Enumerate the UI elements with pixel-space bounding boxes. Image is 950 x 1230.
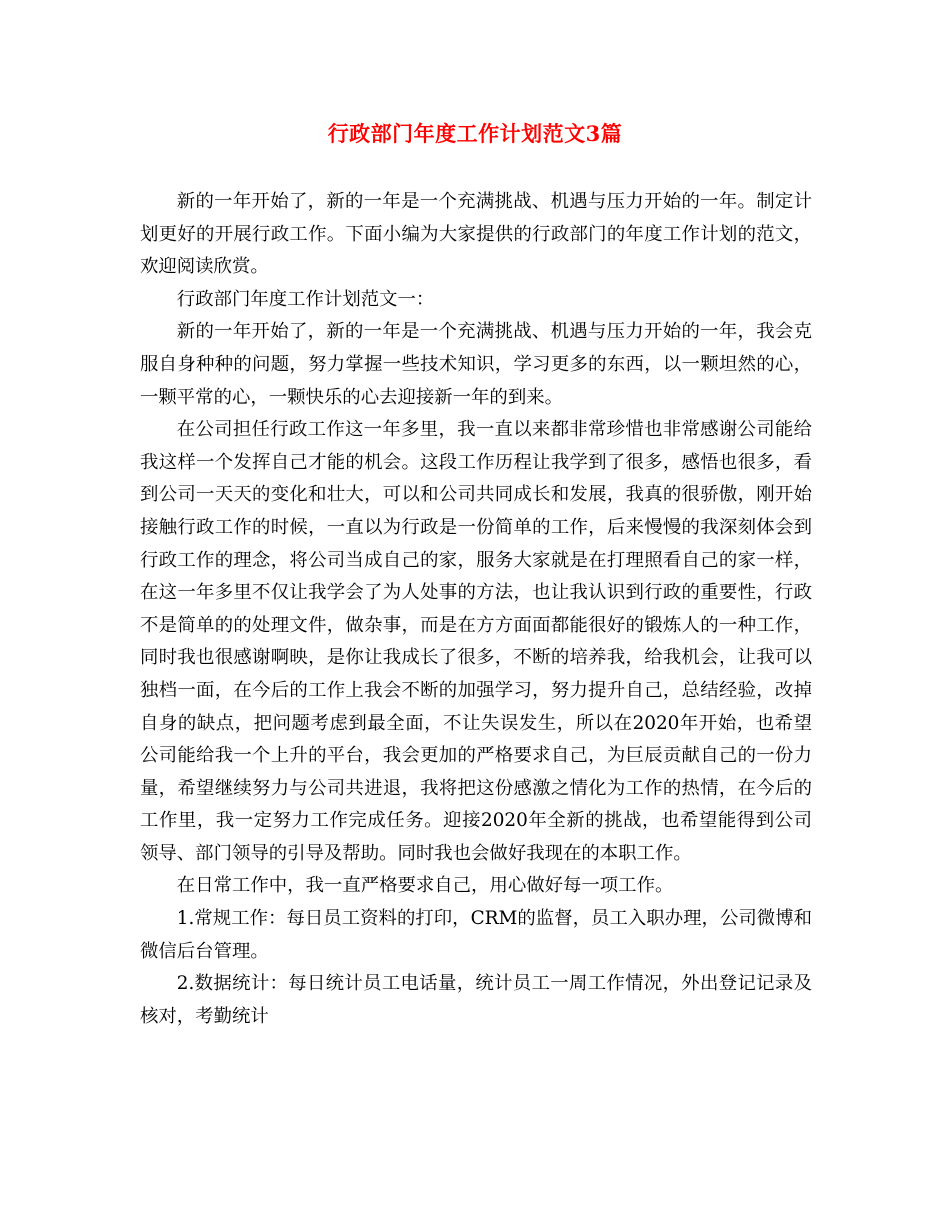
document-title: 行政部门年度工作计划范文3篇: [327, 121, 623, 146]
paragraph-new-year: 新的一年开始了，新的一年是一个充满挑战、机遇与压力开始的一年，我会克服自身种种的问题，努力掌握一些技术知识，学习更多的东西，以一颗坦然的心，一颗平常的心，一颗快乐的心去迎接新一年的到来。: [140, 321, 812, 408]
paragraph-intro: 新的一年开始了，新的一年是一个充满挑战、机遇与压力开始的一年。制定计划更好的开展行政工作。下面小编为大家提供的行政部门的年度工作计划的范文，欢迎阅读欣赏。: [140, 191, 812, 278]
document-body: [140, 186, 812, 1033]
paragraph-routine-work: 1.常规工作：每日员工资料的打印，CRM的监督，员工入职办理，公司微博和微信后台管理。: [140, 908, 812, 962]
paragraph-section-heading: 行政部门年度工作计划范文一：: [176, 288, 435, 310]
paragraph-experience: 在公司担任行政工作这一年多里，我一直以来都非常珍惜也非常感谢公司能给我这样一个发挥自己才能的机会。这段工作历程让我学到了很多，感悟也很多，看到公司一天天的变化和壮大，可以和公司共同成长和发展，我真的很骄傲，刚开始接触行政工作的时候，一直以为行政是一份简单的工作，后来慢慢的我深刻体会到行政工作的理念，将公司当成自己的家，服务大家就是在打理照看自己的家一样，在这一年多里不仅让我学会了为人处事的方法，也让我认识到行政的重要性，行政不是简单的的处理文件，做杂事，而是在方方面面都能很好的锻炼人的一种工作，同时我也很感谢啊映，是你让我成长了很多，不断的培养我，给我机会，让我可以独档一面，在今后的工作上我会不断的加强学习，努力提升自己，总结经验，改掉自身的缺点，把问题考虑到最全面，不让失误发生，所以在2020年开始，也希望公司能给我一个上升的平台，我会更加的严格要求自己，为巨辰贡献自己的一份力量，希望继续努力与公司共进退，我将把这份感激之情化为工作的热情，在今后的工作里，我一定努力工作完成任务。迎接2020年全新的挑战，也希望能得到公司领导、部门领导的引导及帮助。同时我也会做好我现在的本职工作。: [140, 419, 812, 864]
paragraph-daily-work: 在日常工作中，我一直严格要求自己，用心做好每一项工作。: [176, 875, 674, 897]
paragraph-data-statistics: 2.数据统计：每日统计员工电话量，统计员工一周工作情况，外出登记记录及核对，考勤统计: [140, 973, 812, 1027]
